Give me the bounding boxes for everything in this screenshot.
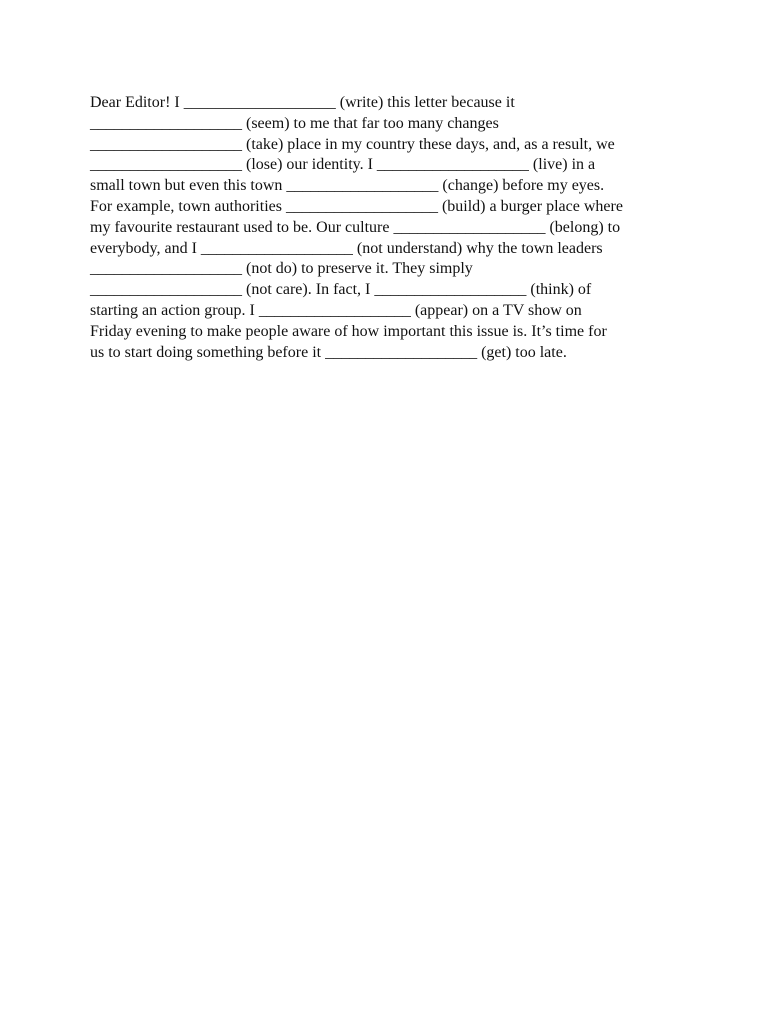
text-line: my favourite restaurant used to be. Our culture ___________________ (belong) to (90, 218, 621, 236)
text-line: Friday evening to make people aware of how important this issue is. It’s time for (90, 322, 607, 340)
text-line: For example, town authorities ___________________ (build) a burger place where (90, 197, 623, 215)
text-line: us to start doing something before it ___________________ (get) too late. (90, 343, 567, 361)
text-line: Dear Editor! I ___________________ (write) this letter because it (90, 94, 515, 111)
text-line: ___________________ (not care). In fact, I ___________________ (think) of (90, 281, 592, 299)
text-line: ___________________ (seem) to me that far too many changes (90, 114, 499, 132)
text-line: ___________________ (lose) our identity. I ___________________ (live) in a (90, 156, 596, 174)
text-line: small town but even this town ___________________ (change) before my eyes. (90, 177, 605, 195)
text-line: ___________________ (not do) to preserve it. They simply (90, 260, 473, 278)
letter-exercise-text (90, 93, 690, 363)
text-line: everybody, and I ___________________ (not understand) why the town leaders (90, 239, 603, 257)
text-line: ___________________ (take) place in my country these days, and, as a result, we (90, 135, 615, 153)
text-line: starting an action group. I ___________________ (appear) on a TV show on (90, 301, 582, 319)
